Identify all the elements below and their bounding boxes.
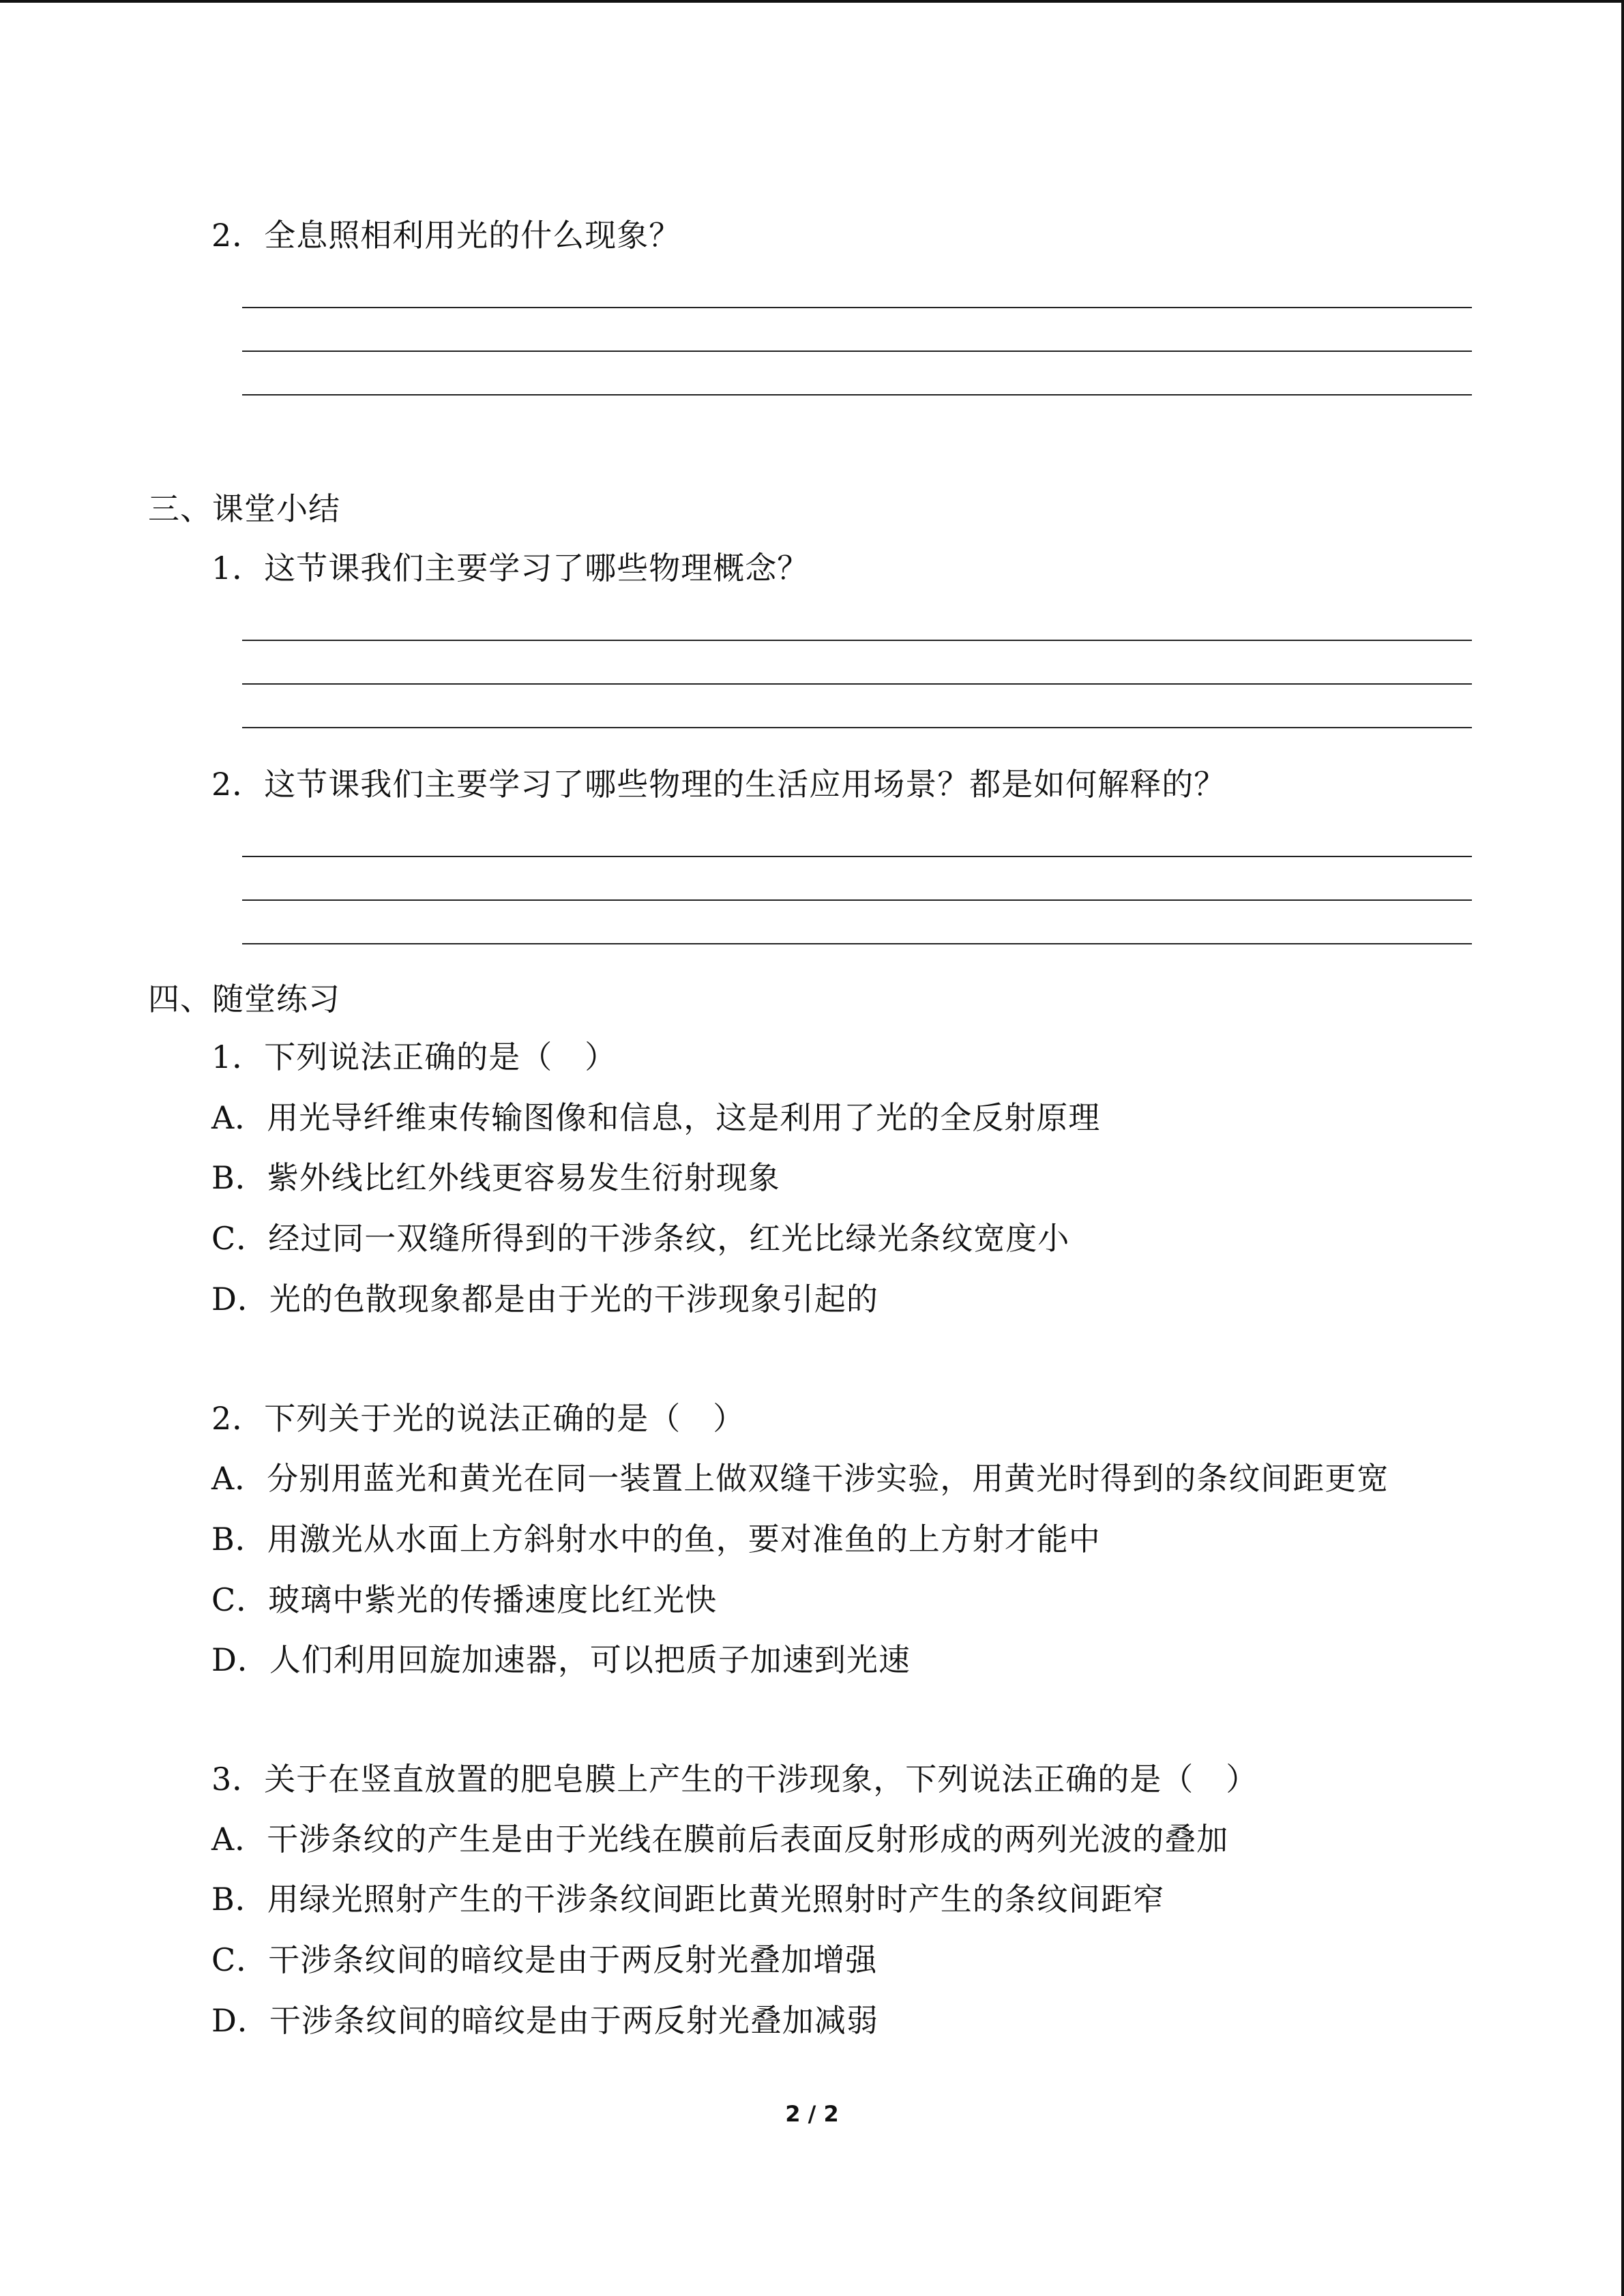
summary-question-1: 1．这节课我们主要学习了哪些物理概念？ xyxy=(211,550,810,586)
section-heading-practice: 四、随堂练习 xyxy=(148,981,340,1017)
section-heading-summary: 三、课堂小结 xyxy=(148,490,340,527)
answer-line[interactable] xyxy=(242,394,1472,396)
answer-line[interactable] xyxy=(242,943,1472,944)
option-d[interactable]: D．光的色散现象都是由于光的干涉现象引起的 xyxy=(211,1281,879,1317)
option-b[interactable]: B．用激光从水面上方斜射水中的鱼，要对准鱼的上方射才能中 xyxy=(211,1521,1101,1557)
practice-question-3: 3．关于在竖直放置的肥皂膜上产生的干涉现象，下列说法正确的是（ ） xyxy=(211,1761,1258,1798)
page-border-right xyxy=(1621,0,1624,2296)
answer-line[interactable] xyxy=(242,640,1472,641)
answer-line[interactable] xyxy=(242,307,1472,308)
answer-line[interactable] xyxy=(242,351,1472,352)
option-a[interactable]: A．分别用蓝光和黄光在同一装置上做双缝干涉实验，用黄光时得到的条纹间距更宽 xyxy=(211,1460,1389,1497)
option-b[interactable]: B．紫外线比红外线更容易发生衍射现象 xyxy=(211,1159,780,1196)
practice-question-2: 2．下列关于光的说法正确的是（ ） xyxy=(211,1400,745,1437)
option-d[interactable]: D．干涉条纹间的暗纹是由于两反射光叠加减弱 xyxy=(211,2002,879,2039)
option-a[interactable]: A．用光导纤维束传输图像和信息，这是利用了光的全反射原理 xyxy=(211,1099,1101,1136)
option-c[interactable]: C．经过同一双缝所得到的干涉条纹，红光比绿光条纹宽度小 xyxy=(211,1220,1070,1257)
option-c[interactable]: C．玻璃中紫光的传播速度比红光快 xyxy=(211,1581,718,1618)
answer-line[interactable] xyxy=(242,856,1472,857)
practice-question-1: 1．下列说法正确的是（ ） xyxy=(211,1039,617,1075)
answer-line[interactable] xyxy=(242,899,1472,901)
answer-line[interactable] xyxy=(242,683,1472,685)
page-border-top xyxy=(0,0,1624,3)
option-c[interactable]: C．干涉条纹间的暗纹是由于两反射光叠加增强 xyxy=(211,1941,878,1978)
option-d[interactable]: D．人们利用回旋加速器，可以把质子加速到光速 xyxy=(211,1641,911,1678)
answer-line[interactable] xyxy=(242,727,1472,728)
option-a[interactable]: A．干涉条纹的产生是由于光线在膜前后表面反射形成的两列光波的叠加 xyxy=(211,1821,1229,1858)
page-number: 2 / 2 xyxy=(785,2101,839,2127)
summary-question-2: 2．这节课我们主要学习了哪些物理的生活应用场景？都是如何解释的？ xyxy=(211,766,1226,803)
question-hologram: 2．全息照相利用光的什么现象？ xyxy=(211,217,681,254)
option-b[interactable]: B．用绿光照射产生的干涉条纹间距比黄光照射时产生的条纹间距窄 xyxy=(211,1881,1165,1918)
